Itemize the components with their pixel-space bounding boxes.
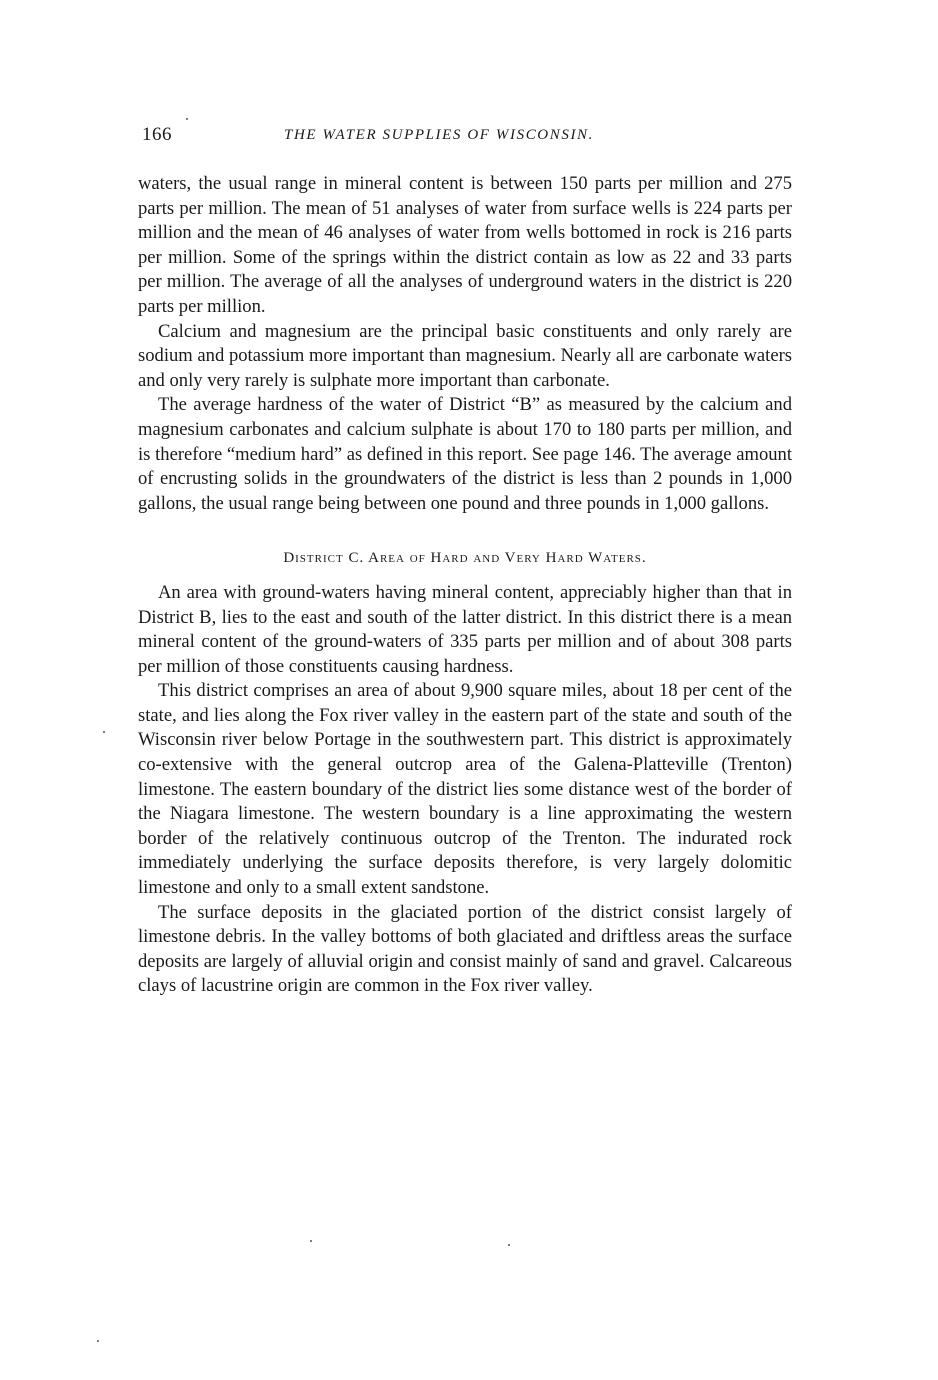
paragraph: waters, the usual range in mineral content is between 150 parts per million and 275 parts per million. The mean of 51 analyses of water from surface wells is 224 parts per million and the mean of 46 analyses of water from wells bottomed in rock is 216 parts per million. Some of the springs within the district contain as low as 22 and 33 parts per million. The average of all the analyses of underground waters in the district is 220 parts per million.: [138, 173, 792, 317]
ink-speck: [97, 1340, 99, 1342]
ink-speck: [103, 731, 105, 733]
page-number: 166: [142, 124, 172, 145]
ink-speck: [310, 1240, 312, 1242]
paragraph: The surface deposits in the glaciated portion of the district consist largely of limestone debris. In the valley bottoms of both glaciated and driftless areas the surface deposits are largely of alluvial origin and consist mainly of sand and gravel. Calcareous clays of lacustrine origin are common in the Fox river valley.: [138, 901, 792, 997]
body-text: [138, 172, 792, 999]
paragraph: The average hardness of the water of District “B” as measured by the calcium and magnesium carbonates and calcium sulphate is about 170 to 180 parts per million, and is therefore “medium hard” as defined in this report. See page 146. The average amount of encrusting solids in the groundwaters of the district is less than 2 pounds in 1,000 gallons, the usual range being between one pound and three pounds in 1,000 gallons.: [138, 394, 792, 514]
running-title: THE WATER SUPPLIES OF WISCONSIN.: [284, 127, 594, 143]
paragraph: An area with ground-waters having mineral content, appreciably higher than that in District B, lies to the east and south of the latter district. In this district there is a mean mineral content of the ground-waters of 335 parts per million and of about 308 parts per million of those constituents causing hardness.: [138, 581, 792, 677]
section-heading: District C. Area of Hard and Very Hard Waters.: [283, 550, 647, 567]
ink-speck: [508, 1244, 510, 1246]
ink-speck: [186, 118, 188, 120]
paragraph: Calcium and magnesium are the principal basic constituents and only rarely are sodium and potassium more important than magnesium. Nearly all are carbonate waters and only very rarely is sulphate more important than carbonate.: [138, 320, 792, 391]
paragraph: This district comprises an area of about 9,900 square miles, about 18 per cent of the state, and lies along the Fox river valley in the eastern part of the state and south of the Wisconsin river below Portage in the southwestern part. This district is approximately co-extensive with the general outcrop area of the Galena-Platteville (Trenton) limestone. The eastern boundary of the district lies some distance west of the border of the Niagara limestone. The western boundary is a line approximating the western border of the relatively continuous outcrop of the Trenton. The indurated rock immediately underlying the surface deposits therefore, is very largely dolomitic limestone and only to a small extent sandstone.: [138, 680, 792, 899]
running-head: [142, 124, 798, 154]
